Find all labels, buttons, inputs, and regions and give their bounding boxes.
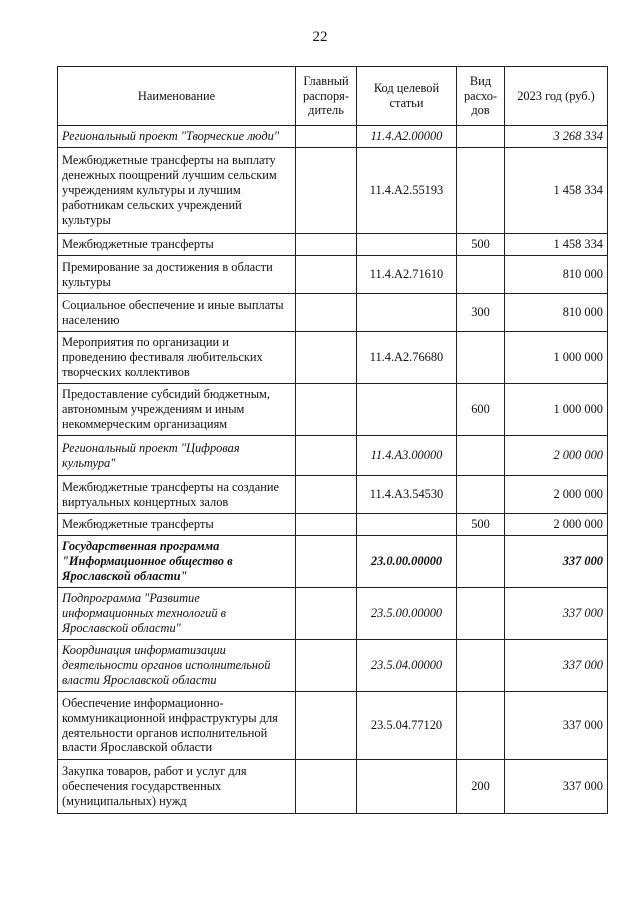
row-name-cell: Закупка товаров, работ и услуг для обеспечения государственных (муниципальных) нужд [58,760,296,814]
table-row [58,514,608,536]
row-type-cell [457,126,505,148]
row-type-cell: 200 [457,760,505,814]
row-type-cell [457,148,505,234]
header-type: Вид расхо-дов [457,67,505,126]
row-type-cell [457,692,505,760]
row-type-cell [457,588,505,640]
table-row [58,256,608,294]
table-row [58,148,608,234]
row-amount-cell: 337 000 [505,760,608,814]
header-amount: 2023 год (руб.) [505,67,608,126]
header-admin: Главный распоря-дитель [296,67,357,126]
table-body [58,126,608,814]
row-type-cell: 600 [457,384,505,436]
row-code-cell [357,760,457,814]
row-name-cell: Межбюджетные трансферты на выплату денежных поощрений лучшим сельским учреждениям культуры и лучшим работникам сельских учреждений культуры [58,148,296,234]
row-admin-cell [296,476,357,514]
row-admin-cell [296,332,357,384]
table-row [58,126,608,148]
row-code-cell [357,234,457,256]
row-code-cell [357,384,457,436]
row-amount-cell: 1 000 000 [505,332,608,384]
row-name-cell: Межбюджетные трансферты [58,514,296,536]
row-type-cell [457,332,505,384]
row-admin-cell [296,514,357,536]
row-admin-cell [296,234,357,256]
row-admin-cell [296,126,357,148]
table-header-row [58,67,608,126]
table-row [58,588,608,640]
row-name-cell: Региональный проект "Творческие люди" [58,126,296,148]
table-row [58,384,608,436]
row-admin-cell [296,536,357,588]
row-code-cell: 11.4.А2.71610 [357,256,457,294]
row-code-cell: 11.4.А2.76680 [357,332,457,384]
row-code-cell: 11.4.А2.55193 [357,148,457,234]
row-amount-cell: 810 000 [505,256,608,294]
row-type-cell [457,256,505,294]
row-name-cell: Премирование за достижения в области культуры [58,256,296,294]
table-row [58,692,608,760]
row-amount-cell: 337 000 [505,640,608,692]
row-type-cell [457,476,505,514]
row-admin-cell [296,294,357,332]
row-name-cell: Государственная программа "Информационное общество в Ярославской области" [58,536,296,588]
row-code-cell: 11.4.А3.54530 [357,476,457,514]
page-number: 22 [312,29,328,45]
row-type-cell: 500 [457,234,505,256]
row-admin-cell [296,384,357,436]
row-code-cell: 23.5.04.00000 [357,640,457,692]
row-code-cell [357,514,457,536]
header-code: Код целевой статьи [357,67,457,126]
row-code-cell [357,294,457,332]
row-amount-cell: 3 268 334 [505,126,608,148]
row-type-cell [457,640,505,692]
row-amount-cell: 337 000 [505,588,608,640]
row-type-cell [457,436,505,476]
row-code-cell: 11.4.А2.00000 [357,126,457,148]
row-name-cell: Подпрограмма "Развитие информационных технологий в Ярославской области" [58,588,296,640]
table-row [58,536,608,588]
table-row [58,476,608,514]
table-row [58,234,608,256]
row-amount-cell: 337 000 [505,692,608,760]
row-name-cell: Предоставление субсидий бюджетным, автономным учреждениям и иным некоммерческим организациям [58,384,296,436]
row-code-cell: 23.5.04.77120 [357,692,457,760]
row-type-cell: 500 [457,514,505,536]
row-amount-cell: 1 458 334 [505,234,608,256]
table-row [58,640,608,692]
row-amount-cell: 2 000 000 [505,476,608,514]
row-name-cell: Социальное обеспечение и иные выплаты населению [58,294,296,332]
row-code-cell: 11.4.А3.00000 [357,436,457,476]
row-name-cell: Координация информатизации деятельности органов исполнительной власти Ярославской области [58,640,296,692]
row-amount-cell: 2 000 000 [505,436,608,476]
row-admin-cell [296,256,357,294]
row-name-cell: Региональный проект "Цифровая культура" [58,436,296,476]
row-admin-cell [296,588,357,640]
row-name-cell: Мероприятия по организации и проведению фестиваля любительских творческих коллективов [58,332,296,384]
table-row [58,760,608,814]
row-amount-cell: 810 000 [505,294,608,332]
table-row [58,436,608,476]
row-amount-cell: 337 000 [505,536,608,588]
table-row [58,332,608,384]
row-admin-cell [296,692,357,760]
row-admin-cell [296,640,357,692]
budget-table [57,66,608,814]
row-code-cell: 23.0.00.00000 [357,536,457,588]
row-type-cell [457,536,505,588]
row-amount-cell: 2 000 000 [505,514,608,536]
row-amount-cell: 1 458 334 [505,148,608,234]
row-name-cell: Межбюджетные трансферты [58,234,296,256]
header-name: Наименование [58,67,296,126]
row-name-cell: Обеспечение информационно-коммуникационной инфраструктуры для деятельности органов исполнительной власти Ярославской области [58,692,296,760]
row-name-cell: Межбюджетные трансферты на создание виртуальных концертных залов [58,476,296,514]
row-admin-cell [296,436,357,476]
row-type-cell: 300 [457,294,505,332]
row-admin-cell [296,148,357,234]
row-admin-cell [296,760,357,814]
table-row [58,294,608,332]
row-amount-cell: 1 000 000 [505,384,608,436]
row-code-cell: 23.5.00.00000 [357,588,457,640]
